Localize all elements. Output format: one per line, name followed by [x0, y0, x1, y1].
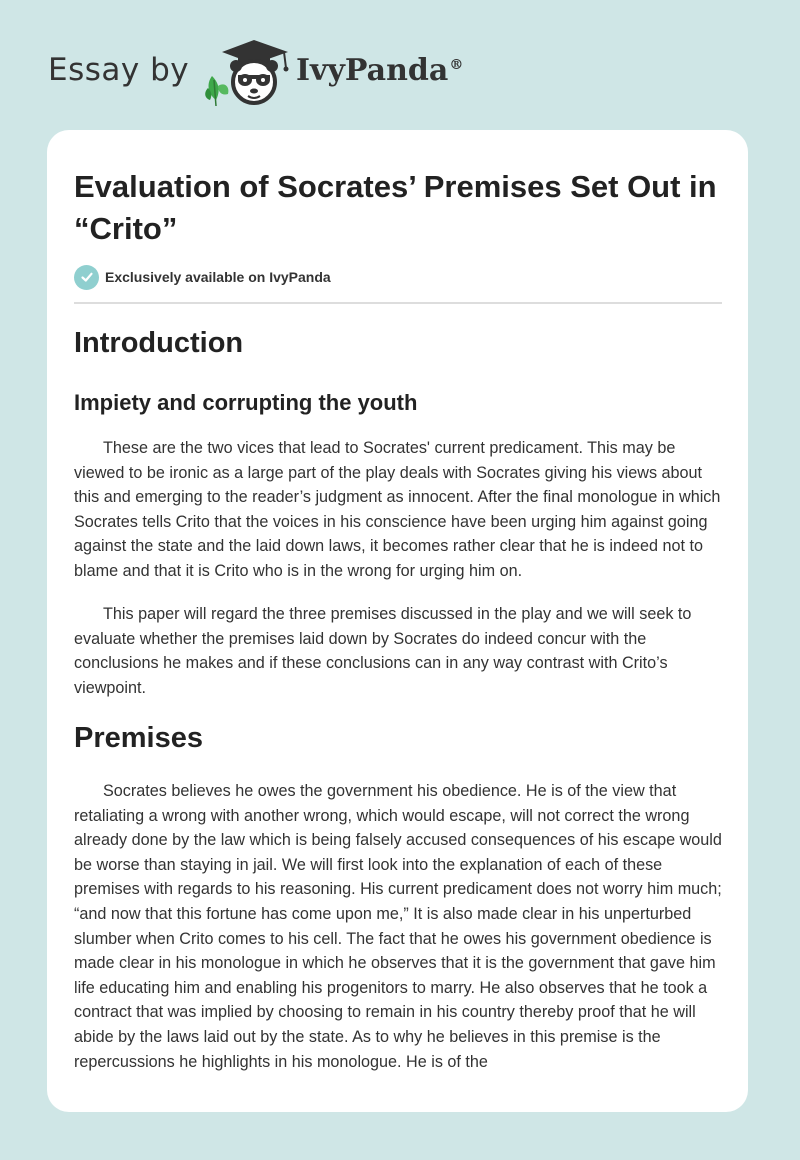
ivy-leaf-icon	[205, 76, 228, 106]
site-header	[48, 30, 508, 110]
subheading-impiety: Impiety and corrupting the youth	[74, 390, 418, 415]
check-icon	[74, 265, 99, 290]
exclusive-label: Exclusively available on IvyPanda	[105, 269, 331, 285]
essay-title: Evaluation of Socrates’ Premises Set Out in “Crito”	[74, 169, 717, 246]
paragraph-intro-1: These are the two vices that lead to Socrates' current predicament. This may be viewed to be ironic as a large part of the play deals with Socrates giving his views about this and emerging to the reader’s judgment as innocent. After the final monologue in which Socrates tells Crito that the voices in his conscience have been urging him against going against the state and the laid down laws, it becomes rather clear that he is indeed not to blame and that it is Crito who is in the wrong for urging him on.	[74, 439, 721, 580]
title-divider	[74, 302, 722, 304]
registered-mark: ®	[449, 57, 464, 73]
section-heading-premises: Premises	[74, 722, 203, 754]
section-heading-introduction: Introduction	[74, 327, 244, 359]
paragraph-intro-2: This paper will regard the three premises discussed in the play and we will seek to evaluate whether the premises laid down by Socrates do indeed concur with the conclusions he makes and if these conclusions can in any way contrast with Crito’s viewpoint.	[74, 605, 692, 697]
brand-name[interactable]: IvyPanda®	[296, 53, 464, 88]
panda-logo-icon[interactable]	[202, 36, 294, 108]
paragraph-premises-1: Socrates believes he owes the government his obedience. He is of the view that retaliating a wrong with another wrong, which would escape, will not correct the wrong already done by the law which is being falsely accused consequences of his escape would be worse than staying in jail. We will first look into the explanation of each of these premises with regards to his reasoning. His current predicament does not worry him much; “and now that this fortune has come upon me,” It is also made clear in his unperturbed slumber when Crito comes to his cell. The fact that he owes his government obedience is made clear in his monologue in which he observes that it is the government that gave him life educating him and enabling his progenitors to marry. He also observes that he took a contract that was implied by choosing to remain in his country thereby proof that he will abide by the laws laid out by the state. As to why he believes in this premise is the repercussions he highlights in his monologue. He is of the	[74, 782, 722, 1071]
exclusive-badge	[74, 264, 331, 290]
essay-by-label: Essay by	[48, 52, 190, 88]
essay-card	[47, 130, 748, 1112]
